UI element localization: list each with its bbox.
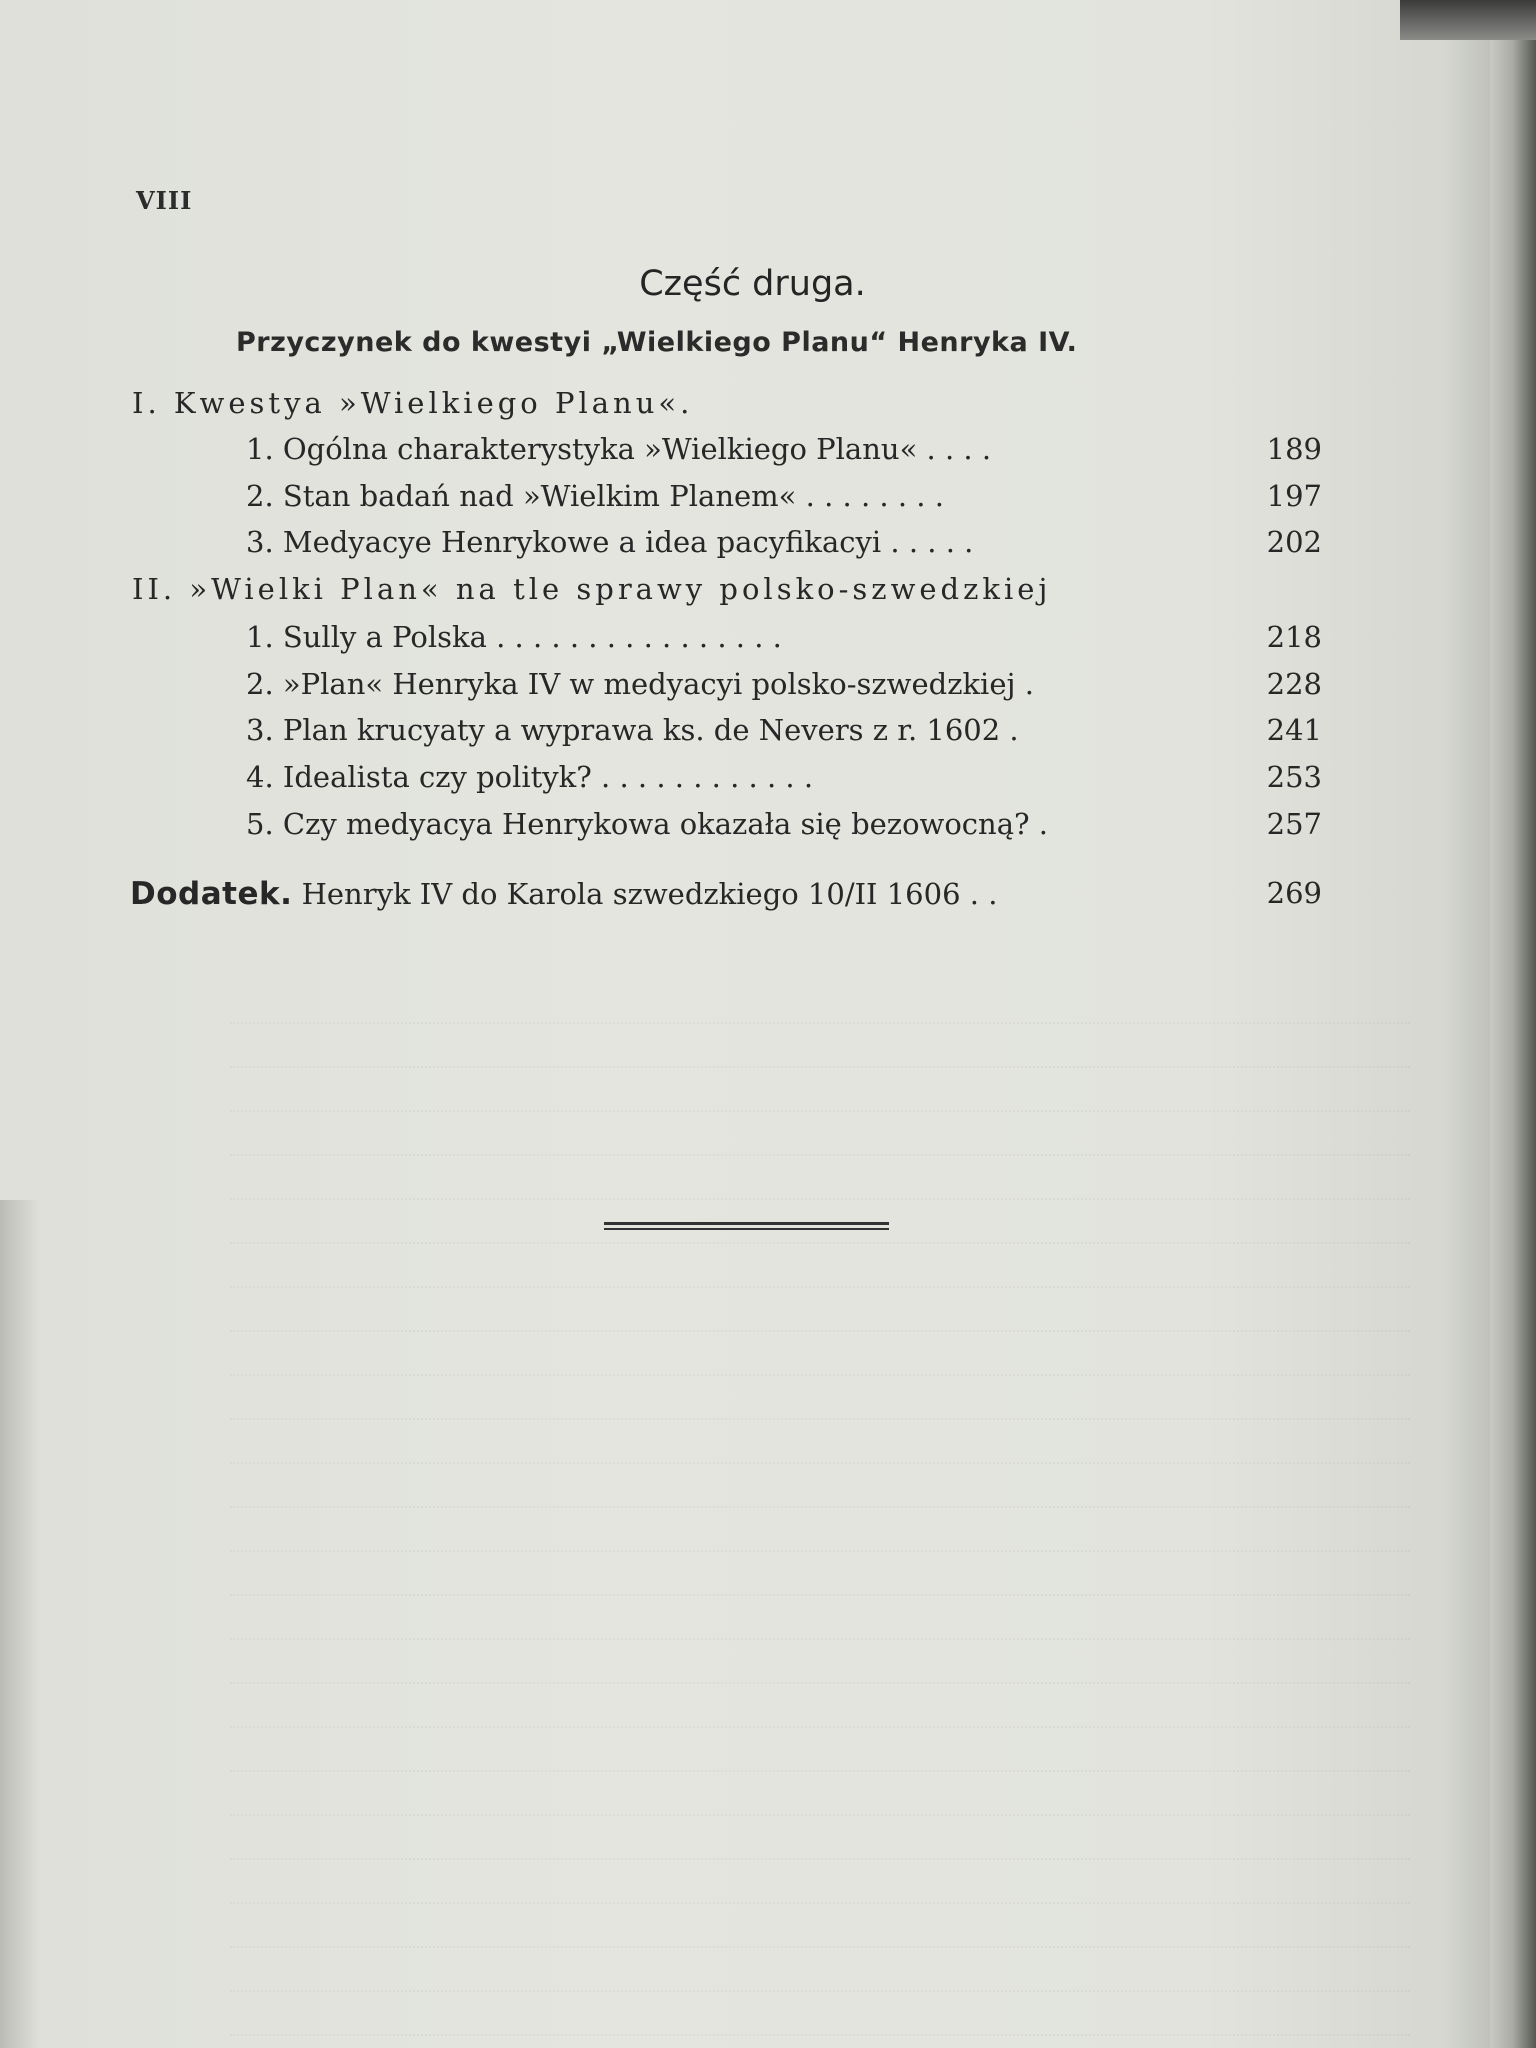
toc-section-heading: II. »Wielki Plan« na tle sprawy polsko-szwedzkiej bbox=[132, 572, 1052, 606]
toc-entry-page: 202 bbox=[1266, 525, 1322, 559]
page-edge bbox=[1490, 0, 1536, 2048]
toc-entry bbox=[246, 713, 1272, 759]
toc-section-heading: I. Kwestya »Wielkiego Planu«. bbox=[132, 386, 694, 420]
toc-entry-title: 1. Sully a Polska . . . . . . . . . . . . . . . . bbox=[246, 620, 782, 654]
toc-entry-title: 1. Ogólna charakterystyka »Wielkiego Planu« . . . . bbox=[246, 432, 992, 466]
toc-entry bbox=[246, 525, 1272, 571]
show-through-text bbox=[230, 980, 1410, 2040]
toc-entry bbox=[246, 620, 1272, 666]
toc-entry-page: 228 bbox=[1266, 667, 1322, 701]
toc-entry-page: 189 bbox=[1266, 432, 1322, 466]
toc-entry-page: 257 bbox=[1266, 807, 1322, 841]
toc-entry bbox=[246, 760, 1272, 806]
toc-entry-title: 3. Medyacye Henrykowe a idea pacyfikacyi . . . . . bbox=[246, 525, 974, 559]
toc-entry-title: 4. Idealista czy polityk? . . . . . . . . . . . . bbox=[246, 760, 814, 794]
book-edge-top bbox=[1400, 0, 1536, 40]
toc-entry-page: 241 bbox=[1266, 713, 1322, 747]
toc-entry bbox=[246, 479, 1272, 525]
end-rule bbox=[604, 1222, 889, 1230]
toc-entry-title: 5. Czy medyacya Henrykowa okazała się bezowocną? . bbox=[246, 807, 1049, 841]
toc-entry-page: 197 bbox=[1266, 479, 1322, 513]
toc-entry bbox=[246, 667, 1272, 713]
appendix-page: 269 bbox=[1266, 876, 1322, 910]
page-shadow bbox=[0, 1200, 40, 2048]
toc-entry-page: 253 bbox=[1266, 760, 1322, 794]
table-of-contents bbox=[0, 0, 1505, 1000]
toc-entry-title: 2. Stan badań nad »Wielkim Planem« . . . . . . . . bbox=[246, 479, 944, 513]
toc-entry-title: 2. »Plan« Henryka IV w medyacyi polsko-szwedzkiej . bbox=[246, 667, 1034, 701]
toc-entry-page: 218 bbox=[1266, 620, 1322, 654]
appendix-title: Henryk IV do Karola szwedzkiego 10/II 1606 . . bbox=[301, 877, 998, 911]
toc-entry-title: 3. Plan krucyaty a wyprawa ks. de Nevers z r. 1602 . bbox=[246, 713, 1019, 747]
page-number: VIII bbox=[136, 186, 193, 215]
toc-entry bbox=[246, 432, 1272, 478]
part-title: Część druga. bbox=[639, 264, 866, 304]
part-subtitle: Przyczynek do kwestyi „Wielkiego Planu“ Henryka IV. bbox=[236, 327, 1078, 358]
toc-entry bbox=[246, 807, 1272, 853]
toc-appendix bbox=[130, 876, 1270, 922]
appendix-label: Dodatek. bbox=[130, 876, 293, 912]
